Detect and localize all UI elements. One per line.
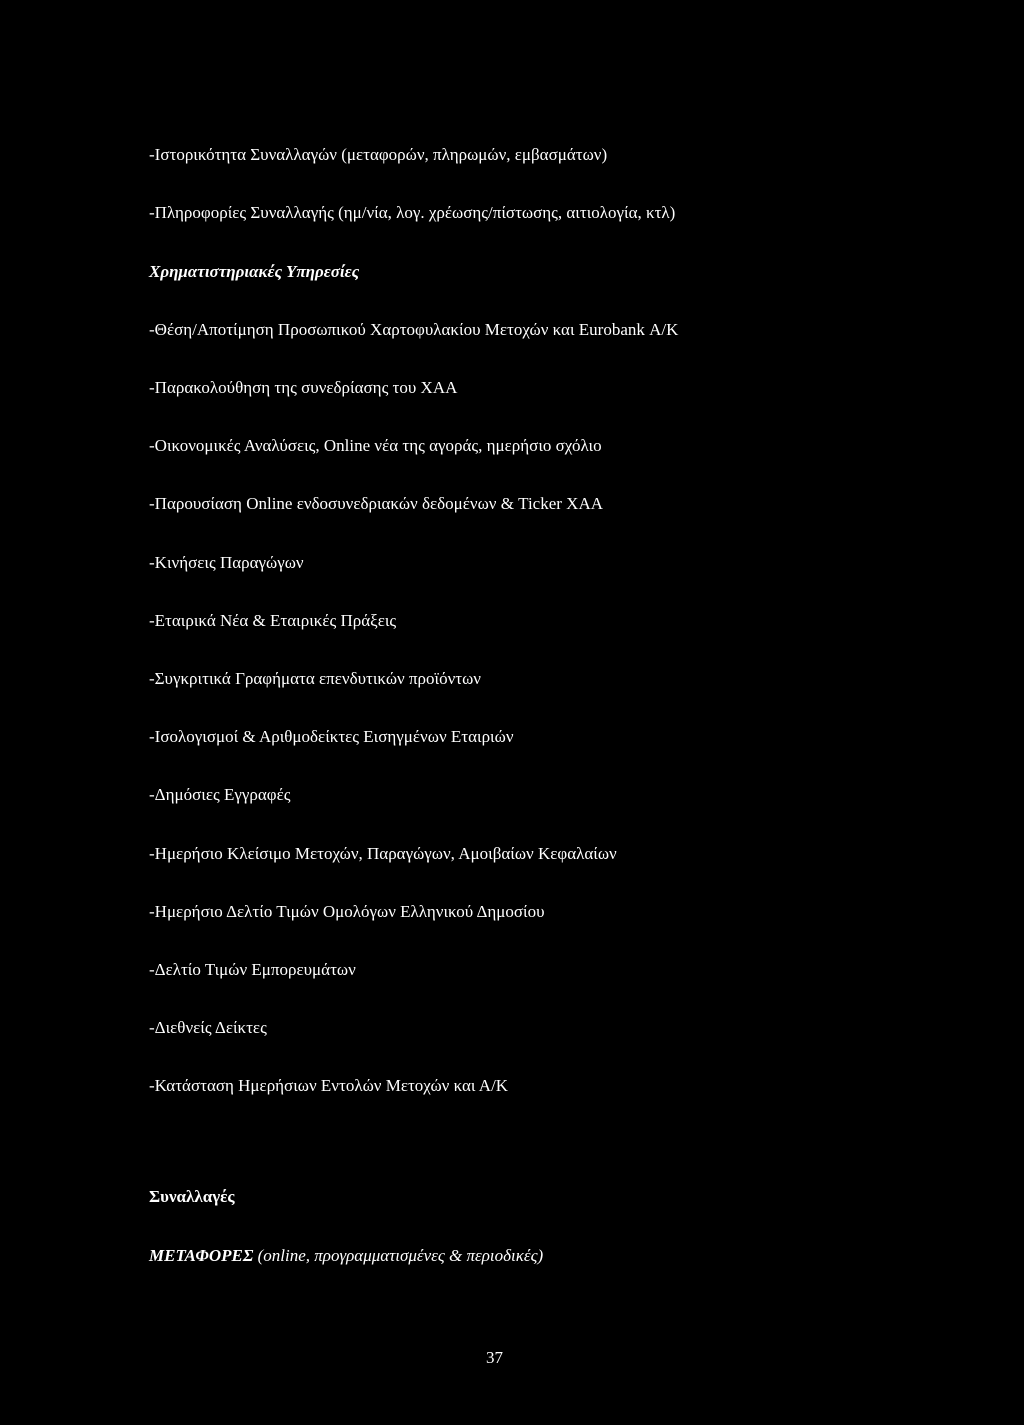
section-heading-transactions: Συναλλαγές: [149, 1187, 235, 1206]
text-line-derivatives-movements: -Κινήσεις Παραγώγων: [149, 553, 304, 572]
text-line-comparative-charts: -Συγκριτικά Γραφήματα επενδυτικών προϊόντων: [149, 669, 481, 688]
text-line-intraday-data: -Παρουσίαση Online ενδοσυνεδριακών δεδομένων & Ticker ΧΑΑ: [149, 494, 604, 513]
text-line-portfolio-valuation: -Θέση/Αποτίμηση Προσωπικού Χαρτοφυλακίου Μετοχών και Eurobank Α/Κ: [149, 320, 679, 339]
text-line-international-indices: -Διεθνείς Δείκτες: [149, 1018, 267, 1037]
text-line-commodity-price-bulletin: -Δελτίο Τιμών Εμπορευμάτων: [149, 960, 356, 979]
subheading-transfers-title: ΜΕΤΑΦΟΡΕΣ: [149, 1246, 254, 1265]
text-line-corporate-news: -Εταιρικά Νέα & Εταιρικές Πράξεις: [149, 611, 397, 630]
text-line-balance-sheets: -Ισολογισμοί & Αριθμοδείκτες Εισηγμένων Εταιριών: [149, 727, 514, 746]
section-heading-brokerage-services: Χρηματιστηριακές Υπηρεσίες: [149, 262, 360, 281]
text-line-transaction-history: -Ιστορικότητα Συναλλαγών (μεταφορών, πληρωμών, εμβασμάτων): [149, 145, 608, 164]
subheading-transfers-detail: (online, προγραμματισμένες & περιοδικές): [253, 1246, 544, 1265]
text-line-daily-orders-status: -Κατάσταση Ημερήσιων Εντολών Μετοχών και Α/Κ: [149, 1076, 509, 1095]
text-line-transaction-info: -Πληροφορίες Συναλλαγής (ημ/νία, λογ. χρέωσης/πίστωσης, αιτιολογία, κτλ): [149, 203, 676, 222]
text-line-daily-closing: -Ημερήσιο Κλείσιμο Μετοχών, Παραγώγων, Αμοιβαίων Κεφαλαίων: [149, 844, 617, 863]
text-line-session-monitoring: -Παρακολούθηση της συνεδρίασης του ΧΑΑ: [149, 378, 458, 397]
page-number: 37: [486, 1348, 503, 1367]
text-line-economic-analyses: -Οικονομικές Αναλύσεις, Online νέα της αγοράς, ημερήσιο σχόλιο: [149, 436, 602, 455]
subheading-transfers: [149, 1246, 543, 1266]
text-line-public-offerings: -Δημόσιες Εγγραφές: [149, 785, 291, 804]
text-line-bond-price-bulletin: -Ημερήσιο Δελτίο Τιμών Ομολόγων Ελληνικού Δημοσίου: [149, 902, 545, 921]
